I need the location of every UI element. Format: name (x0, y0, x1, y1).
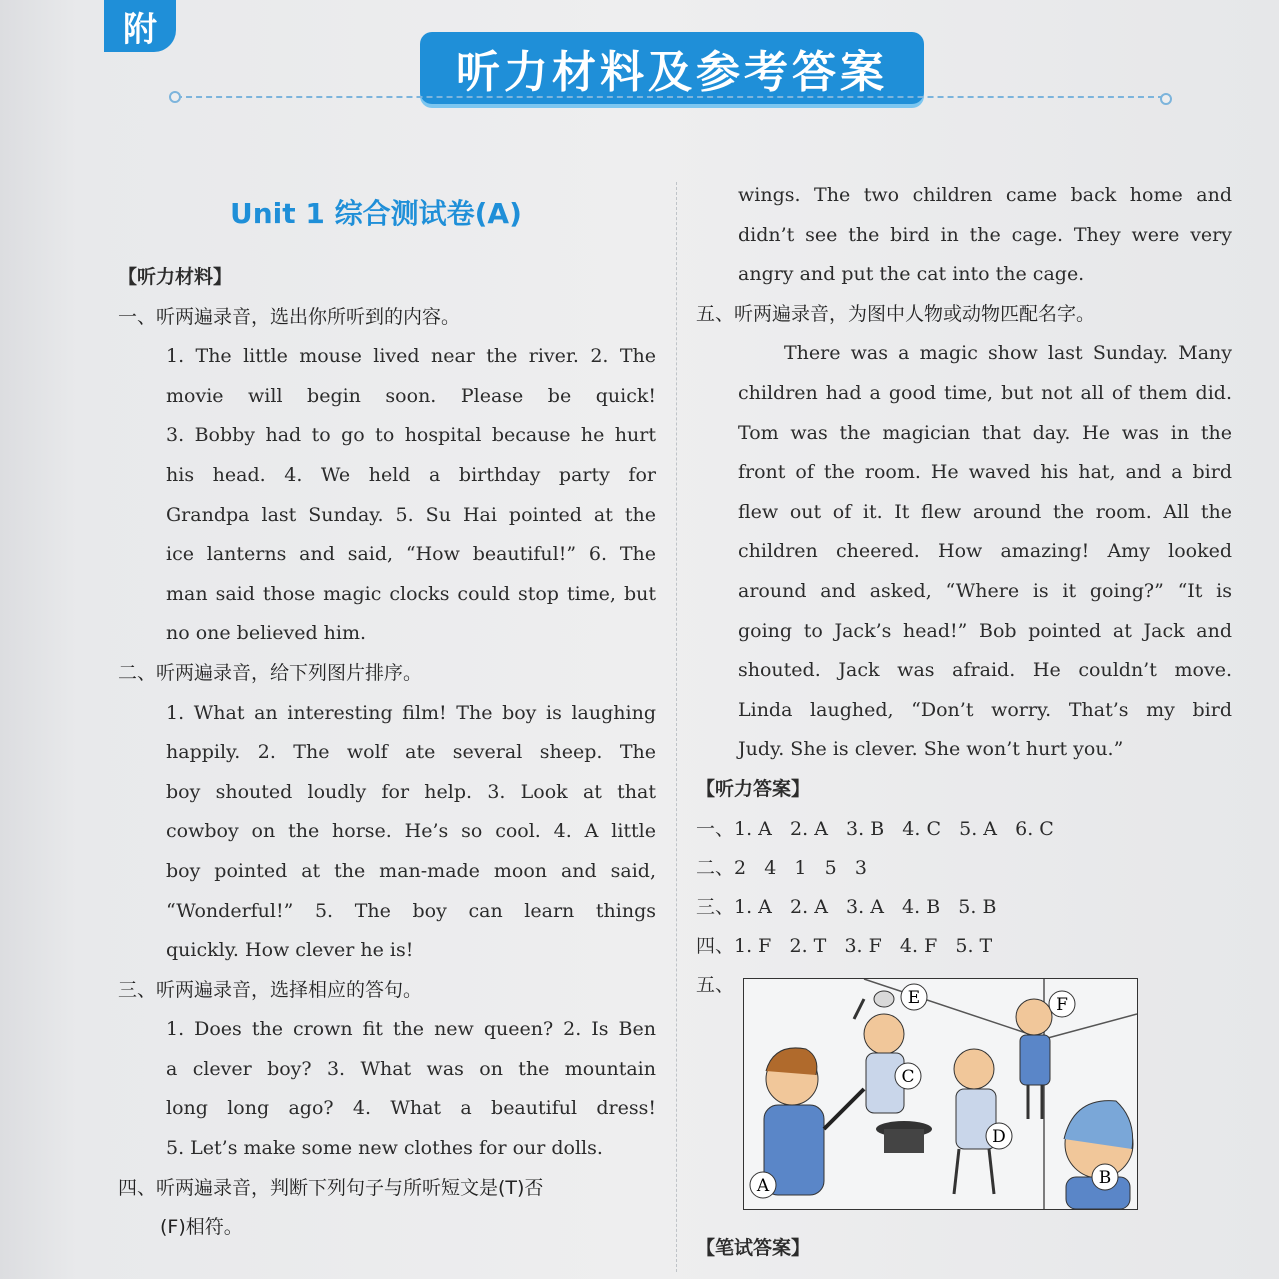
text-line: There was a magic show last Sunday. Many (784, 342, 1232, 365)
text-line: movie will begin soon. Please be quick! (166, 384, 656, 407)
appendix-tab-label: 附 (123, 9, 157, 50)
text-line: quickly. How clever he is! (166, 939, 414, 962)
appendix-tab (104, 0, 176, 52)
text-line: man said those magic clocks could stop time, but (166, 582, 656, 605)
text-line: going to Jack’s head!” Bob pointed at Jack and (738, 619, 1232, 642)
text-line: happily. 2. The wolf ate several sheep. The (166, 741, 656, 764)
letter-label-c (895, 1063, 921, 1089)
section-2-heading: 二、听两遍录音，给下列图片排序。 (118, 661, 423, 684)
letter-text: D (992, 1127, 1006, 1147)
text-line: children cheered. How amazing! Amy looked (738, 540, 1232, 563)
unit-title: Unit 1 综合测试卷(A) (230, 197, 522, 230)
rule-end-dot-right (1160, 93, 1172, 105)
boy-figure-d (954, 1049, 996, 1194)
text-line: ice lanterns and said, “How beautiful!” 6. The (166, 543, 656, 566)
letter-text: C (901, 1067, 915, 1087)
answer-label: 三、 (696, 895, 735, 918)
bird-figure (874, 991, 894, 1007)
section-4-heading: 四、听两遍录音，判断下列句子与所听短文是(T)否 (118, 1176, 544, 1199)
section-5-heading: 五、听两遍录音，为图中人物或动物匹配名字。 (696, 302, 1096, 325)
title-dashed-rule (176, 96, 1164, 98)
text-line: no one believed him. (166, 622, 367, 645)
text-line: long long ago? 4. What a beautiful dress! (166, 1097, 656, 1120)
rule-end-dot-left (169, 91, 181, 103)
text-line: shouted. Jack was afraid. He couldn’t move. (738, 659, 1232, 682)
letter-label-e (901, 984, 927, 1010)
answer-list (696, 810, 1232, 1005)
text-line: 1. Does the crown fit the new queen? 2. Is Ben (166, 1018, 656, 1041)
letter-text: A (756, 1176, 770, 1196)
text-line: didn’t see the bird in the cage. They were very (738, 223, 1232, 246)
column-divider (676, 182, 677, 1272)
text-line: boy shouted loudly for help. 3. Look at that (166, 780, 656, 803)
answer-row (696, 888, 1232, 927)
figure-answer-label: 五、 (696, 973, 735, 996)
page-title: 听力材料及参考答案 (456, 47, 888, 98)
answer-text: 1. A 2. A 3. A 4. B 5. B (734, 895, 997, 918)
title-banner (420, 32, 924, 104)
letter-text: F (1056, 995, 1068, 1015)
text-line: around and asked, “Where is it going?” “It is (738, 579, 1232, 602)
written-answers-heading: 【笔试答案】 (696, 1237, 811, 1259)
answer-row (696, 810, 1232, 849)
listening-material-heading: 【听力材料】 (118, 266, 233, 288)
answer-row (696, 927, 1232, 966)
letter-label-a (750, 1172, 776, 1198)
text-line: Tom was the magician that day. He was in the (738, 421, 1232, 444)
section-1-heading: 一、听两遍录音，选出你所听到的内容。 (118, 305, 461, 328)
magician-figure (764, 1048, 864, 1195)
magic-show-illustration (743, 978, 1138, 1210)
answer-text: 1. A 2. A 3. B 4. C 5. A 6. C (734, 817, 1054, 840)
section-3-heading: 三、听两遍录音，选择相应的答句。 (118, 978, 423, 1001)
text-line: cowboy on the horse. He’s so cool. 4. A little (166, 820, 656, 843)
text-line: children had a good time, but not all of them did. (738, 381, 1232, 404)
boy-figure-c (854, 999, 904, 1113)
girl-figure-f (1016, 999, 1052, 1119)
magic-hat (876, 1121, 932, 1153)
answer-row (696, 849, 1232, 888)
answer-label: 二、 (696, 856, 735, 879)
answer-label: 一、 (696, 817, 735, 840)
text-line: his head. 4. We held a birthday party for (166, 463, 656, 486)
section-4-heading-cont: (F)相符。 (160, 1216, 243, 1239)
letter-text: B (1098, 1168, 1112, 1188)
text-line: front of the room. He waved his hat, and a bird (738, 461, 1232, 484)
answer-label: 四、 (696, 934, 735, 957)
text-line: boy pointed at the man-made moon and said, (166, 859, 656, 882)
text-line: 1. What an interesting film! The boy is laughing (166, 701, 656, 724)
text-line: Linda laughed, “Don’t worry. That’s my bird (738, 698, 1232, 721)
letter-label-d (986, 1123, 1012, 1149)
text-line: 3. Bobby had to go to hospital because he hurt (166, 424, 656, 447)
text-line: 5. Let’s make some new clothes for our dolls. (166, 1137, 603, 1160)
letter-label-f (1049, 991, 1075, 1017)
illustration-svg (744, 979, 1137, 1209)
letter-label-b (1092, 1164, 1118, 1190)
text-line: flew out of it. It flew around the room. All the (738, 500, 1232, 523)
answer-text: 1. F 2. T 3. F 4. F 5. T (734, 934, 993, 957)
text-line: a clever boy? 3. What was on the mountain (166, 1057, 656, 1080)
right-column (696, 176, 1232, 1005)
text-line: wings. The two children came back home and (738, 184, 1232, 206)
listening-answers-heading: 【听力答案】 (696, 777, 811, 800)
letter-text: E (907, 988, 921, 1008)
text-line: Grandpa last Sunday. 5. Su Hai pointed at the (166, 503, 656, 526)
room-edge (1044, 1014, 1137, 1039)
text-line: angry and put the cat into the cage. (738, 263, 1085, 286)
answer-text: 2 4 1 5 3 (734, 856, 867, 879)
girl-figure-b (1064, 1101, 1133, 1209)
left-column (118, 258, 656, 1248)
text-line: “Wonderful!” 5. The boy can learn things (166, 899, 656, 922)
text-line: Judy. She is clever. She won’t hurt you.” (738, 738, 1124, 761)
text-line: 1. The little mouse lived near the river. 2. The (166, 345, 656, 368)
